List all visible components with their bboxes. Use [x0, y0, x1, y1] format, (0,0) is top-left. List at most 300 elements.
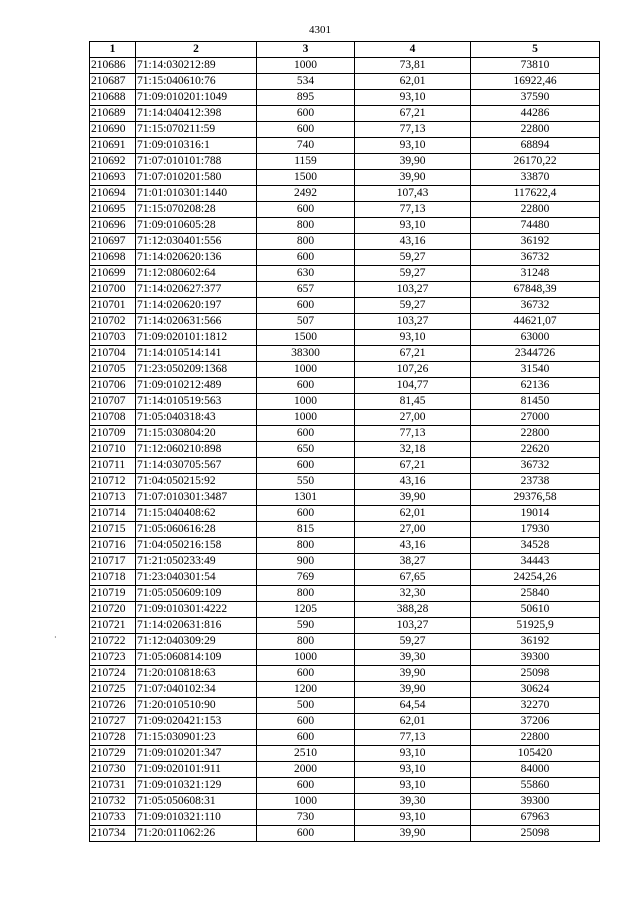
cadastral-number: 71:15:070208:28 — [136, 202, 257, 218]
amount-value: 26170,22 — [471, 154, 600, 170]
amount-value: 73810 — [471, 58, 600, 74]
amount-value: 37206 — [471, 714, 600, 730]
amount-value: 44286 — [471, 106, 600, 122]
rate-value: 93,10 — [355, 218, 471, 234]
area-value: 740 — [257, 138, 355, 154]
table-row — [90, 58, 600, 74]
cadastral-number: 71:05:040318:43 — [136, 410, 257, 426]
row-number: 210726 — [90, 698, 136, 714]
amount-value: 25098 — [471, 666, 600, 682]
row-number: 210715 — [90, 522, 136, 538]
row-number: 210721 — [90, 618, 136, 634]
row-number: 210714 — [90, 506, 136, 522]
row-number: 210697 — [90, 234, 136, 250]
rate-value: 59,27 — [355, 250, 471, 266]
cadastral-number: 71:14:020627:377 — [136, 282, 257, 298]
rate-value: 39,90 — [355, 666, 471, 682]
area-value: 815 — [257, 522, 355, 538]
table-row — [90, 698, 600, 714]
table-row — [90, 298, 600, 314]
cadastral-number: 71:05:050609:109 — [136, 586, 257, 602]
rate-value: 103,27 — [355, 282, 471, 298]
cadastral-number: 71:05:050608:31 — [136, 794, 257, 810]
area-value: 730 — [257, 810, 355, 826]
amount-value: 25840 — [471, 586, 600, 602]
area-value: 900 — [257, 554, 355, 570]
rate-value: 32,30 — [355, 586, 471, 602]
area-value: 600 — [257, 106, 355, 122]
table-row — [90, 282, 600, 298]
row-number: 210700 — [90, 282, 136, 298]
amount-value: 30624 — [471, 682, 600, 698]
amount-value: 67963 — [471, 810, 600, 826]
amount-value: 34528 — [471, 538, 600, 554]
table-row — [90, 794, 600, 810]
area-value: 1500 — [257, 170, 355, 186]
cadastral-number: 71:15:030804:20 — [136, 426, 257, 442]
column-header-1: 1 — [90, 42, 136, 58]
area-value: 630 — [257, 266, 355, 282]
cadastral-number: 71:04:050216:158 — [136, 538, 257, 554]
row-number: 210702 — [90, 314, 136, 330]
area-value: 590 — [257, 618, 355, 634]
amount-value: 63000 — [471, 330, 600, 346]
amount-value: 29376,58 — [471, 490, 600, 506]
table-row — [90, 778, 600, 794]
rate-value: 38,27 — [355, 554, 471, 570]
amount-value: 33870 — [471, 170, 600, 186]
area-value: 2492 — [257, 186, 355, 202]
row-number: 210694 — [90, 186, 136, 202]
area-value: 600 — [257, 714, 355, 730]
cadastral-number: 71:05:060814:109 — [136, 650, 257, 666]
column-header-3: 3 — [257, 42, 355, 58]
cadastral-number: 71:14:040412:398 — [136, 106, 257, 122]
row-number: 210732 — [90, 794, 136, 810]
cadastral-number: 71:09:010321:129 — [136, 778, 257, 794]
cadastral-number: 71:07:010101:788 — [136, 154, 257, 170]
rate-value: 39,90 — [355, 682, 471, 698]
cadastral-number: 71:14:010519:563 — [136, 394, 257, 410]
stray-mark: · — [54, 633, 57, 642]
row-number: 210703 — [90, 330, 136, 346]
area-value: 1000 — [257, 410, 355, 426]
rate-value: 27,00 — [355, 410, 471, 426]
area-value: 1000 — [257, 394, 355, 410]
rate-value: 62,01 — [355, 74, 471, 90]
cadastral-number: 71:09:020421:153 — [136, 714, 257, 730]
data-table — [89, 41, 600, 842]
amount-value: 62136 — [471, 378, 600, 394]
column-header-2: 2 — [136, 42, 257, 58]
row-number: 210690 — [90, 122, 136, 138]
amount-value: 22800 — [471, 730, 600, 746]
rate-value: 39,90 — [355, 490, 471, 506]
rate-value: 93,10 — [355, 330, 471, 346]
rate-value: 104,77 — [355, 378, 471, 394]
amount-value: 36732 — [471, 298, 600, 314]
rate-value: 81,45 — [355, 394, 471, 410]
rate-value: 103,27 — [355, 618, 471, 634]
cadastral-number: 71:09:010301:4222 — [136, 602, 257, 618]
row-number: 210705 — [90, 362, 136, 378]
cadastral-number: 71:12:060210:898 — [136, 442, 257, 458]
table-body — [90, 58, 600, 842]
rate-value: 93,10 — [355, 762, 471, 778]
row-number: 210704 — [90, 346, 136, 362]
row-number: 210696 — [90, 218, 136, 234]
table-row — [90, 362, 600, 378]
amount-value: 105420 — [471, 746, 600, 762]
rate-value: 107,26 — [355, 362, 471, 378]
row-number: 210688 — [90, 90, 136, 106]
area-value: 1000 — [257, 650, 355, 666]
rate-value: 39,90 — [355, 154, 471, 170]
table-row — [90, 106, 600, 122]
amount-value: 32270 — [471, 698, 600, 714]
table-row — [90, 138, 600, 154]
cadastral-number: 71:14:020620:197 — [136, 298, 257, 314]
table-row — [90, 554, 600, 570]
rate-value: 62,01 — [355, 714, 471, 730]
row-number: 210711 — [90, 458, 136, 474]
table-row — [90, 506, 600, 522]
amount-value: 51925,9 — [471, 618, 600, 634]
area-value: 2510 — [257, 746, 355, 762]
area-value: 507 — [257, 314, 355, 330]
amount-value: 74480 — [471, 218, 600, 234]
table-row — [90, 762, 600, 778]
amount-value: 37590 — [471, 90, 600, 106]
rate-value: 39,30 — [355, 650, 471, 666]
cadastral-number: 71:09:010201:1049 — [136, 90, 257, 106]
table-row — [90, 522, 600, 538]
rate-value: 93,10 — [355, 810, 471, 826]
rate-value: 43,16 — [355, 474, 471, 490]
row-number: 210686 — [90, 58, 136, 74]
area-value: 800 — [257, 234, 355, 250]
table-row — [90, 234, 600, 250]
rate-value: 43,16 — [355, 234, 471, 250]
amount-value: 55860 — [471, 778, 600, 794]
amount-value: 36732 — [471, 458, 600, 474]
area-value: 1000 — [257, 58, 355, 74]
row-number: 210718 — [90, 570, 136, 586]
table-row — [90, 426, 600, 442]
area-value: 600 — [257, 458, 355, 474]
rate-value: 77,13 — [355, 202, 471, 218]
area-value: 1159 — [257, 154, 355, 170]
cadastral-number: 71:01:010301:1440 — [136, 186, 257, 202]
area-value: 657 — [257, 282, 355, 298]
row-number: 210693 — [90, 170, 136, 186]
page-number: 4301 — [309, 24, 331, 36]
amount-value: 44621,07 — [471, 314, 600, 330]
amount-value: 24254,26 — [471, 570, 600, 586]
area-value: 1500 — [257, 330, 355, 346]
table-row — [90, 170, 600, 186]
rate-value: 93,10 — [355, 138, 471, 154]
table-row — [90, 314, 600, 330]
cadastral-number: 71:23:040301:54 — [136, 570, 257, 586]
area-value: 2000 — [257, 762, 355, 778]
cadastral-number: 71:07:010201:580 — [136, 170, 257, 186]
amount-value: 36192 — [471, 634, 600, 650]
area-value: 600 — [257, 378, 355, 394]
table-row — [90, 618, 600, 634]
table-row — [90, 122, 600, 138]
row-number: 210687 — [90, 74, 136, 90]
row-number: 210712 — [90, 474, 136, 490]
amount-value: 117622,4 — [471, 186, 600, 202]
row-number: 210730 — [90, 762, 136, 778]
cadastral-number: 71:12:030401:556 — [136, 234, 257, 250]
area-value: 600 — [257, 730, 355, 746]
area-value: 800 — [257, 586, 355, 602]
table-row — [90, 714, 600, 730]
amount-value: 39300 — [471, 794, 600, 810]
row-number: 210722 — [90, 634, 136, 650]
cadastral-number: 71:20:010818:63 — [136, 666, 257, 682]
rate-value: 43,16 — [355, 538, 471, 554]
table-row — [90, 378, 600, 394]
row-number: 210706 — [90, 378, 136, 394]
row-number: 210717 — [90, 554, 136, 570]
row-number: 210698 — [90, 250, 136, 266]
table-row — [90, 74, 600, 90]
row-number: 210707 — [90, 394, 136, 410]
cadastral-number: 71:15:040610:76 — [136, 74, 257, 90]
amount-value: 22800 — [471, 426, 600, 442]
header-row — [90, 42, 600, 58]
area-value: 550 — [257, 474, 355, 490]
cadastral-number: 71:14:030705:567 — [136, 458, 257, 474]
row-number: 210723 — [90, 650, 136, 666]
amount-value: 39300 — [471, 650, 600, 666]
rate-value: 73,81 — [355, 58, 471, 74]
row-number: 210695 — [90, 202, 136, 218]
area-value: 1000 — [257, 362, 355, 378]
table-row — [90, 442, 600, 458]
row-number: 210699 — [90, 266, 136, 282]
amount-value: 31540 — [471, 362, 600, 378]
row-number: 210724 — [90, 666, 136, 682]
rate-value: 39,90 — [355, 826, 471, 842]
area-value: 600 — [257, 298, 355, 314]
table-row — [90, 202, 600, 218]
row-number: 210710 — [90, 442, 136, 458]
amount-value: 19014 — [471, 506, 600, 522]
row-number: 210719 — [90, 586, 136, 602]
rate-value: 32,18 — [355, 442, 471, 458]
row-number: 210689 — [90, 106, 136, 122]
cadastral-number: 71:09:010212:489 — [136, 378, 257, 394]
rate-value: 59,27 — [355, 298, 471, 314]
area-value: 1205 — [257, 602, 355, 618]
row-number: 210734 — [90, 826, 136, 842]
cadastral-number: 71:23:050209:1368 — [136, 362, 257, 378]
amount-value: 25098 — [471, 826, 600, 842]
table-row — [90, 186, 600, 202]
cadastral-number: 71:09:020101:911 — [136, 762, 257, 778]
table-row — [90, 810, 600, 826]
area-value: 500 — [257, 698, 355, 714]
amount-value: 36732 — [471, 250, 600, 266]
rate-value: 59,27 — [355, 634, 471, 650]
rate-value: 27,00 — [355, 522, 471, 538]
rate-value: 107,43 — [355, 186, 471, 202]
amount-value: 84000 — [471, 762, 600, 778]
column-header-5: 5 — [471, 42, 600, 58]
rate-value: 67,21 — [355, 346, 471, 362]
table-row — [90, 154, 600, 170]
row-number: 210709 — [90, 426, 136, 442]
amount-value: 36192 — [471, 234, 600, 250]
column-header-4: 4 — [355, 42, 471, 58]
row-number: 210728 — [90, 730, 136, 746]
cadastral-number: 71:09:010201:347 — [136, 746, 257, 762]
table-row — [90, 474, 600, 490]
amount-value: 68894 — [471, 138, 600, 154]
row-number: 210725 — [90, 682, 136, 698]
amount-value: 50610 — [471, 602, 600, 618]
amount-value: 22620 — [471, 442, 600, 458]
rate-value: 93,10 — [355, 746, 471, 762]
cadastral-number: 71:14:020631:816 — [136, 618, 257, 634]
table-row — [90, 90, 600, 106]
table-row — [90, 346, 600, 362]
table-row — [90, 250, 600, 266]
cadastral-number: 71:20:011062:26 — [136, 826, 257, 842]
table-row — [90, 586, 600, 602]
amount-value: 31248 — [471, 266, 600, 282]
table-row — [90, 410, 600, 426]
table-row — [90, 666, 600, 682]
amount-value: 17930 — [471, 522, 600, 538]
rate-value: 77,13 — [355, 730, 471, 746]
table-row — [90, 826, 600, 842]
cadastral-number: 71:09:010605:28 — [136, 218, 257, 234]
rate-value: 67,21 — [355, 106, 471, 122]
rate-value: 39,90 — [355, 170, 471, 186]
rate-value: 39,30 — [355, 794, 471, 810]
amount-value: 27000 — [471, 410, 600, 426]
row-number: 210733 — [90, 810, 136, 826]
rate-value: 77,13 — [355, 426, 471, 442]
area-value: 600 — [257, 666, 355, 682]
cadastral-number: 71:09:010316:1 — [136, 138, 257, 154]
amount-value: 34443 — [471, 554, 600, 570]
cadastral-number: 71:15:040408:62 — [136, 506, 257, 522]
table-row — [90, 266, 600, 282]
table-row — [90, 538, 600, 554]
cadastral-number: 71:07:040102:34 — [136, 682, 257, 698]
row-number: 210691 — [90, 138, 136, 154]
area-value: 895 — [257, 90, 355, 106]
area-value: 600 — [257, 250, 355, 266]
table-row — [90, 218, 600, 234]
cadastral-number: 71:14:010514:141 — [136, 346, 257, 362]
amount-value: 16922,46 — [471, 74, 600, 90]
rate-value: 67,21 — [355, 458, 471, 474]
cadastral-number: 71:14:030212:89 — [136, 58, 257, 74]
rate-value: 62,01 — [355, 506, 471, 522]
rate-value: 77,13 — [355, 122, 471, 138]
table-row — [90, 746, 600, 762]
amount-value: 81450 — [471, 394, 600, 410]
table-row — [90, 330, 600, 346]
table-row — [90, 570, 600, 586]
area-value: 534 — [257, 74, 355, 90]
cadastral-number: 71:04:050215:92 — [136, 474, 257, 490]
amount-value: 22800 — [471, 202, 600, 218]
row-number: 210692 — [90, 154, 136, 170]
amount-value: 67848,39 — [471, 282, 600, 298]
amount-value: 23738 — [471, 474, 600, 490]
area-value: 600 — [257, 778, 355, 794]
row-number: 210701 — [90, 298, 136, 314]
cadastral-number: 71:12:080602:64 — [136, 266, 257, 282]
area-value: 800 — [257, 218, 355, 234]
area-value: 800 — [257, 538, 355, 554]
cadastral-number: 71:14:020620:136 — [136, 250, 257, 266]
row-number: 210720 — [90, 602, 136, 618]
rate-value: 93,10 — [355, 778, 471, 794]
rate-value: 64,54 — [355, 698, 471, 714]
area-value: 600 — [257, 506, 355, 522]
row-number: 210713 — [90, 490, 136, 506]
rate-value: 93,10 — [355, 90, 471, 106]
table-row — [90, 634, 600, 650]
rate-value: 59,27 — [355, 266, 471, 282]
cadastral-number: 71:07:010301:3487 — [136, 490, 257, 506]
area-value: 800 — [257, 634, 355, 650]
table-row — [90, 394, 600, 410]
cadastral-number: 71:14:020631:566 — [136, 314, 257, 330]
cadastral-number: 71:15:070211:59 — [136, 122, 257, 138]
table-row — [90, 730, 600, 746]
area-value: 600 — [257, 122, 355, 138]
row-number: 210727 — [90, 714, 136, 730]
rate-value: 67,65 — [355, 570, 471, 586]
rate-value: 103,27 — [355, 314, 471, 330]
row-number: 210708 — [90, 410, 136, 426]
table-row — [90, 602, 600, 618]
row-number: 210716 — [90, 538, 136, 554]
cadastral-number: 71:05:060616:28 — [136, 522, 257, 538]
table-row — [90, 490, 600, 506]
table-row — [90, 682, 600, 698]
cadastral-number: 71:09:020101:1812 — [136, 330, 257, 346]
area-value: 1301 — [257, 490, 355, 506]
cadastral-number: 71:21:050233:49 — [136, 554, 257, 570]
cadastral-number: 71:20:010510:90 — [136, 698, 257, 714]
area-value: 1200 — [257, 682, 355, 698]
table-row — [90, 650, 600, 666]
cadastral-number: 71:15:030901:23 — [136, 730, 257, 746]
table-row — [90, 458, 600, 474]
area-value: 769 — [257, 570, 355, 586]
area-value: 38300 — [257, 346, 355, 362]
area-value: 600 — [257, 426, 355, 442]
cadastral-number: 71:09:010321:110 — [136, 810, 257, 826]
area-value: 600 — [257, 826, 355, 842]
area-value: 650 — [257, 442, 355, 458]
cadastral-number: 71:12:040309:29 — [136, 634, 257, 650]
amount-value: 22800 — [471, 122, 600, 138]
area-value: 600 — [257, 202, 355, 218]
rate-value: 388,28 — [355, 602, 471, 618]
